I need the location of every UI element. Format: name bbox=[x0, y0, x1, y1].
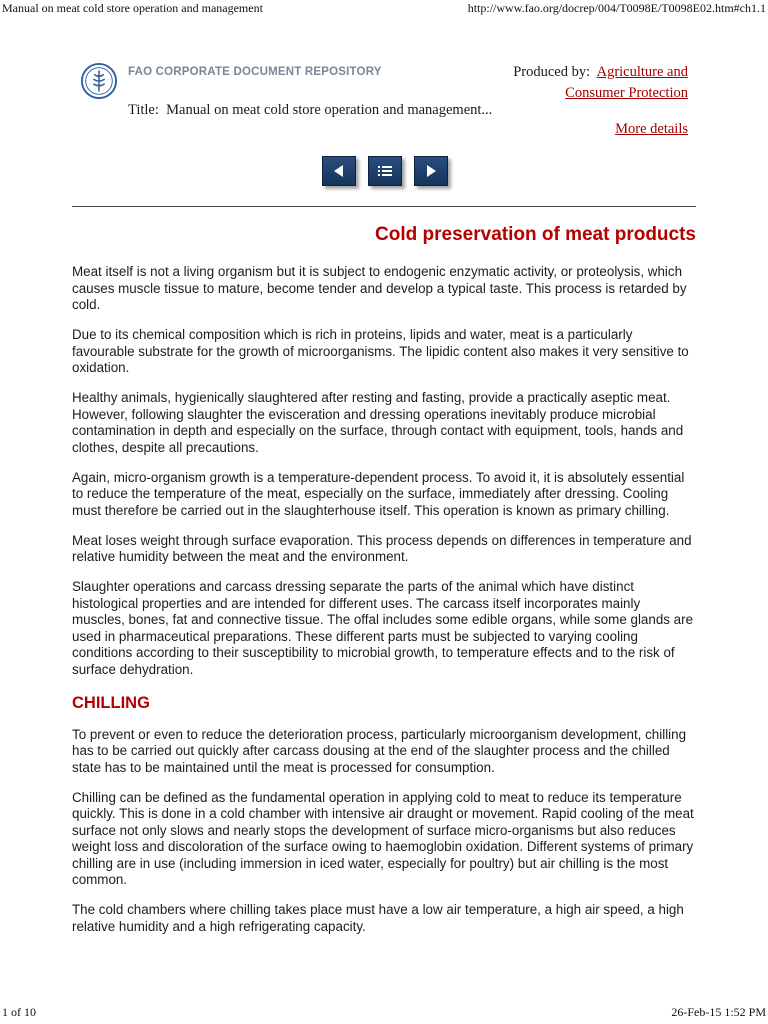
more-details-link[interactable]: More details bbox=[615, 121, 688, 137]
produced-by bbox=[513, 62, 688, 104]
paragraph: Meat itself is not a living organism but it is subject to endogenic enzymatic activity, or proteolysis, which causes muscle tissue to mature, become tender and develop a typical taste. This process is retarded by cold. bbox=[72, 264, 687, 312]
print-header bbox=[0, 0, 768, 18]
article-heading: Cold preservation of meat products bbox=[375, 224, 696, 245]
produced-by-link[interactable]: Agriculture and Consumer Protection bbox=[565, 64, 688, 101]
print-page-title: Manual on meat cold store operation and management bbox=[2, 1, 263, 15]
produced-by-label: Produced by: bbox=[513, 64, 591, 80]
next-page-button[interactable] bbox=[414, 156, 448, 186]
header-divider bbox=[72, 206, 696, 207]
title-label: Title: bbox=[128, 102, 159, 118]
paragraph: The cold chambers where chilling takes place must have a low air temperature, a high air speed, a high relative humidity and a high refrigerating capacity. bbox=[72, 902, 684, 934]
paragraph: Healthy animals, hygienically slaughtered after resting and fasting, provide a practically aseptic meat. However, following slaughter the evisceration and dressing operations inevitably produce microbial contamination in depth and especially on the surface, through contact with equipment, tools, hands and clothes, despite all precautions. bbox=[72, 390, 684, 455]
toc-button[interactable] bbox=[368, 156, 402, 186]
arrow-right-icon bbox=[423, 163, 439, 179]
paragraph: Meat loses weight through surface evaporation. This process depends on differences in temperature and relative humidity between the meat and the environment. bbox=[72, 532, 692, 564]
page-count: 1 of 10 bbox=[2, 1005, 36, 1019]
document-title bbox=[128, 102, 492, 119]
article-body bbox=[72, 222, 696, 949]
print-url: http://www.fao.org/docrep/004/T0098E/T0098E02.htm#ch1.1 bbox=[467, 1, 766, 15]
paragraph: Due to its chemical composition which is rich in proteins, lipids and water, meat is a particularly favourable substrate for the growth of microorganisms. The lipidic content also makes it very sensitive to oxidation. bbox=[72, 327, 689, 375]
paragraph: Slaughter operations and carcass dressing separate the parts of the animal which have distinct histological properties and are intended for different uses. The carcass itself incorporates mainly muscles, bones, fat and connective tissue. The offal includes some edible organs, while some glands are used in pharmaceutical preparations. These different parts must be subjected to varying cooling conditions according to their susceptibility to microbial growth, to temperature effects and to the risk of surface dehydration. bbox=[72, 579, 694, 677]
paragraph: Chilling can be defined as the fundamental operation in applying cold to meat to reduce its temperature quickly. This is done in a cold chamber with intensive air draught or movement. Rapid cooling of the meat surface not only slows and nearly stops the development of surface micro-organisms but also reduces weight loss and discoloration of the surface owing to haemoglobin oxidation. Different systems of primary chilling are in use (including immersion in iced water, especially for poultry) but air chilling is the most common. bbox=[72, 789, 694, 887]
prev-page-button[interactable] bbox=[322, 156, 356, 186]
print-footer bbox=[0, 1006, 768, 1024]
list-icon bbox=[376, 163, 394, 179]
fao-logo-icon bbox=[80, 62, 118, 100]
printed-at: 26-Feb-15 1:52 PM bbox=[671, 1005, 766, 1019]
section-heading-chilling: CHILLING bbox=[72, 693, 150, 712]
paragraph: To prevent or even to reduce the deterioration process, particularly microorganism development, chilling has to be carried out quickly after carcass dousing at the end of the slaughter process and the chilled state has to be maintained until the meat is processed for consumption. bbox=[72, 726, 687, 775]
paragraph: Again, micro-organism growth is a temperature-dependent process. To avoid it, it is absolutely essential to reduce the temperature of the meat, especially on the surface, immediately after dressing. Cooling must therefore be carried out in the slaughterhouse itself. This operation is known as primary chilling. bbox=[72, 469, 685, 518]
repository-banner: FAO CORPORATE DOCUMENT REPOSITORY bbox=[128, 66, 382, 78]
more-details bbox=[615, 121, 688, 138]
title-value: Manual on meat cold store operation and management... bbox=[166, 102, 493, 118]
repository-header bbox=[72, 58, 696, 148]
arrow-left-icon bbox=[331, 163, 347, 179]
